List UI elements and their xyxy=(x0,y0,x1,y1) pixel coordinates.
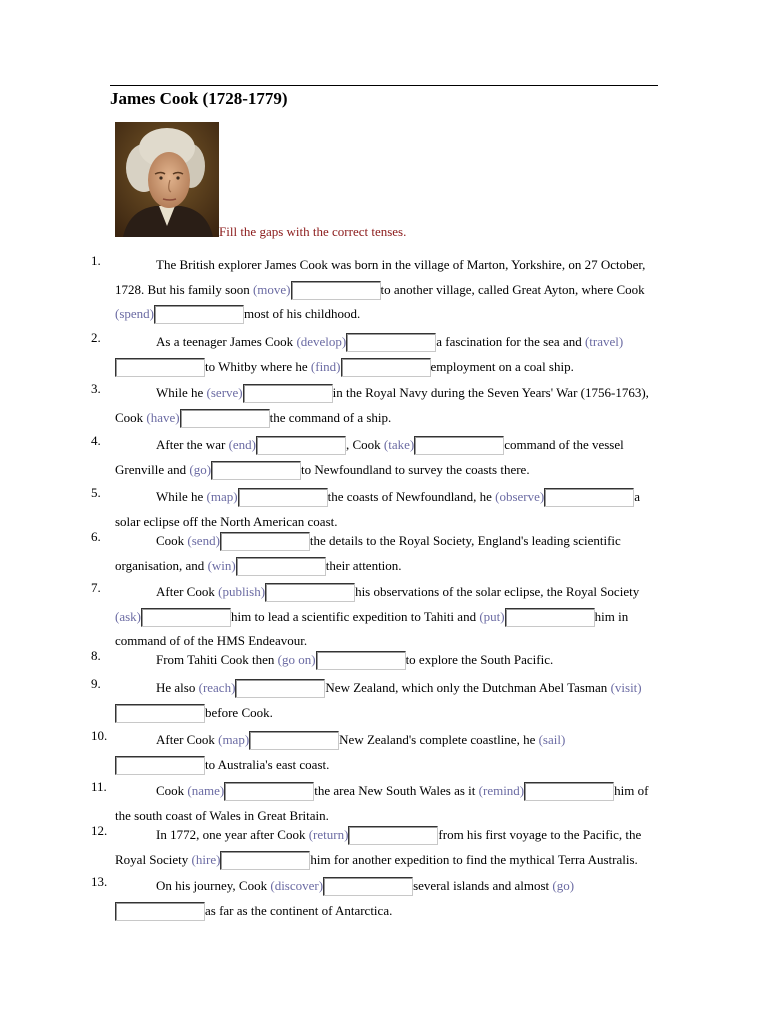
answer-gap-input[interactable] xyxy=(115,756,205,775)
answer-gap-input[interactable] xyxy=(256,436,346,455)
verb-hint: (ask) xyxy=(115,608,141,624)
sentence-text: On his journey, Cook xyxy=(156,878,271,893)
item-number: 12. xyxy=(91,823,108,838)
sentence-text: employment on a coal ship. xyxy=(430,358,574,374)
verb-hint: (observe) xyxy=(495,489,545,504)
sentence-text: to another village, called Great Ayton, where Cook xyxy=(380,281,645,297)
verb-hint: (win) xyxy=(207,557,236,573)
sentence-text: Cook xyxy=(156,533,188,548)
sentence-text: to Whitby where he xyxy=(205,358,311,374)
sentence-text: , Cook xyxy=(346,437,384,452)
sentence-text: He also xyxy=(156,680,199,695)
answer-gap-input[interactable] xyxy=(341,358,431,377)
sentence-text: him to lead a scientific expedition to Tahiti and xyxy=(231,608,480,624)
verb-hint: (map) xyxy=(218,732,250,747)
item-sentence xyxy=(115,676,655,725)
sentence-text: the coasts of Newfoundland, he xyxy=(327,489,496,504)
verb-hint: (go) xyxy=(189,461,212,477)
item-sentence xyxy=(115,728,655,777)
sentence-text: their attention. xyxy=(325,557,402,573)
sentence-text: New Zealand, which only the Dutchman Abel Tasman xyxy=(325,680,611,695)
answer-gap-input[interactable] xyxy=(115,704,205,723)
answer-gap-input[interactable] xyxy=(348,826,438,845)
verb-hint: (find) xyxy=(310,358,341,374)
item-number: 10. xyxy=(91,728,108,743)
item-number: 1. xyxy=(91,253,101,268)
sentence-text: a solar eclipse off the North American coast. xyxy=(115,489,640,529)
verb-hint: (have) xyxy=(146,409,180,425)
item-sentence xyxy=(115,253,655,327)
answer-gap-input[interactable] xyxy=(265,583,355,602)
sentence-text: After Cook xyxy=(156,732,219,747)
sentence-text: from his first voyage to the Pacific, the Royal Society xyxy=(115,827,642,867)
sentence-text: before Cook. xyxy=(205,704,273,720)
answer-gap-input[interactable] xyxy=(544,488,634,507)
item-sentence xyxy=(115,874,655,923)
verb-hint: (visit) xyxy=(610,680,642,695)
answer-gap-input[interactable] xyxy=(243,384,333,403)
sentence-text: in the Royal Navy during the Seven Years' War (1756-1763), Cook xyxy=(115,385,649,425)
verb-hint: (develop) xyxy=(296,334,347,349)
item-number: 9. xyxy=(91,676,101,691)
sentence-text: him for another expedition to find the mythical Terra Australis. xyxy=(310,851,638,867)
verb-hint: (serve) xyxy=(206,385,243,400)
sentence-text: the command of a ship. xyxy=(269,409,392,425)
verb-hint: (spend) xyxy=(115,306,154,321)
verb-hint: (travel) xyxy=(584,334,624,349)
sentence-text: While he xyxy=(156,489,207,504)
verb-hint: (put) xyxy=(479,608,505,624)
item-number: 8. xyxy=(91,648,101,663)
verb-hint: (go on) xyxy=(277,652,316,667)
verb-hint: (send) xyxy=(187,533,220,548)
item-number: 11. xyxy=(91,779,107,794)
answer-gap-input[interactable] xyxy=(180,409,270,428)
item-number: 2. xyxy=(91,330,101,345)
sentence-text: After the war xyxy=(156,437,229,452)
item-number: 13. xyxy=(91,874,108,889)
sentence-text: command of the vessel Grenville and xyxy=(115,437,624,477)
page-title: James Cook (1728-1779) xyxy=(110,89,288,108)
verb-hint: (take) xyxy=(383,437,415,452)
answer-gap-input[interactable] xyxy=(220,851,310,870)
verb-hint: (return) xyxy=(308,827,349,842)
sentence-text: to Australia's east coast. xyxy=(205,756,330,772)
answer-gap-input[interactable] xyxy=(154,305,244,324)
answer-gap-input[interactable] xyxy=(235,679,325,698)
verb-hint: (map) xyxy=(206,489,238,504)
verb-hint: (end) xyxy=(228,437,256,452)
verb-hint: (hire) xyxy=(191,851,221,867)
sentence-text: a fascination for the sea and xyxy=(436,334,585,349)
sentence-text: him of the south coast of Wales in Great Britain. xyxy=(115,783,649,823)
verb-hint: (publish) xyxy=(218,584,266,599)
verb-hint: (sail) xyxy=(538,732,566,747)
item-sentence xyxy=(115,330,655,379)
item-sentence xyxy=(115,580,655,654)
sentence-text: New Zealand's complete coastline, he xyxy=(339,732,539,747)
answer-gap-input[interactable] xyxy=(141,608,231,627)
item-sentence xyxy=(115,485,655,534)
verb-hint: (discover) xyxy=(270,878,324,893)
sentence-text: the details to the Royal Society, England's leading scientific organisation, and xyxy=(115,533,621,573)
answer-gap-input[interactable] xyxy=(211,461,301,480)
answer-gap-input[interactable] xyxy=(224,782,314,801)
answer-gap-input[interactable] xyxy=(346,333,436,352)
sentence-text: most of his childhood. xyxy=(244,306,361,321)
answer-gap-input[interactable] xyxy=(249,731,339,750)
answer-gap-input[interactable] xyxy=(524,782,614,801)
answer-gap-input[interactable] xyxy=(220,532,310,551)
sentence-text: In 1772, one year after Cook xyxy=(156,827,309,842)
verb-hint: (go) xyxy=(552,878,575,893)
instruction-text: Fill the gaps with the correct tenses. xyxy=(219,224,407,239)
item-number: 7. xyxy=(91,580,101,595)
answer-gap-input[interactable] xyxy=(291,281,381,300)
item-number: 4. xyxy=(91,433,101,448)
item-sentence xyxy=(115,823,655,872)
verb-hint: (remind) xyxy=(478,783,525,798)
answer-gap-input[interactable] xyxy=(238,488,328,507)
sentence-text: After Cook xyxy=(156,584,219,599)
item-sentence xyxy=(115,779,655,828)
answer-gap-input[interactable] xyxy=(316,651,406,670)
sentence-text: From Tahiti Cook then xyxy=(156,652,278,667)
sentence-text: as far as the continent of Antarctica. xyxy=(205,902,393,918)
verb-hint: (reach) xyxy=(198,680,236,695)
sentence-text: While he xyxy=(156,385,207,400)
item-number: 3. xyxy=(91,381,101,396)
answer-gap-input[interactable] xyxy=(323,877,413,896)
sentence-text: to explore the South Pacific. xyxy=(405,652,554,667)
header-rule xyxy=(110,85,658,86)
sentence-text: several islands and almost xyxy=(413,878,553,893)
sentence-text: to Newfoundland to survey the coasts there. xyxy=(301,461,530,477)
item-number: 6. xyxy=(91,529,101,544)
sentence-text: him in command of of the HMS Endeavour. xyxy=(115,608,629,648)
answer-gap-input[interactable] xyxy=(505,608,595,627)
verb-hint: (move) xyxy=(252,281,291,297)
sentence-text: Cook xyxy=(156,783,188,798)
sentence-text: the area New South Wales as it xyxy=(314,783,479,798)
answer-gap-input[interactable] xyxy=(414,436,504,455)
sentence-text: The British explorer James Cook was born in the village of Marton, Yorkshire, on 27 October, 1728. But his family soon xyxy=(115,257,646,297)
verb-hint: (name) xyxy=(187,783,225,798)
item-sentence xyxy=(115,529,655,578)
item-sentence xyxy=(115,433,655,482)
answer-gap-input[interactable] xyxy=(115,902,205,921)
james-cook-portrait xyxy=(115,122,219,237)
item-sentence xyxy=(115,381,655,430)
answer-gap-input[interactable] xyxy=(115,358,205,377)
sentence-text: his observations of the solar eclipse, the Royal Society xyxy=(355,584,640,599)
answer-gap-input[interactable] xyxy=(236,557,326,576)
item-sentence xyxy=(115,648,655,673)
sentence-text: As a teenager James Cook xyxy=(156,334,297,349)
item-number: 5. xyxy=(91,485,101,500)
